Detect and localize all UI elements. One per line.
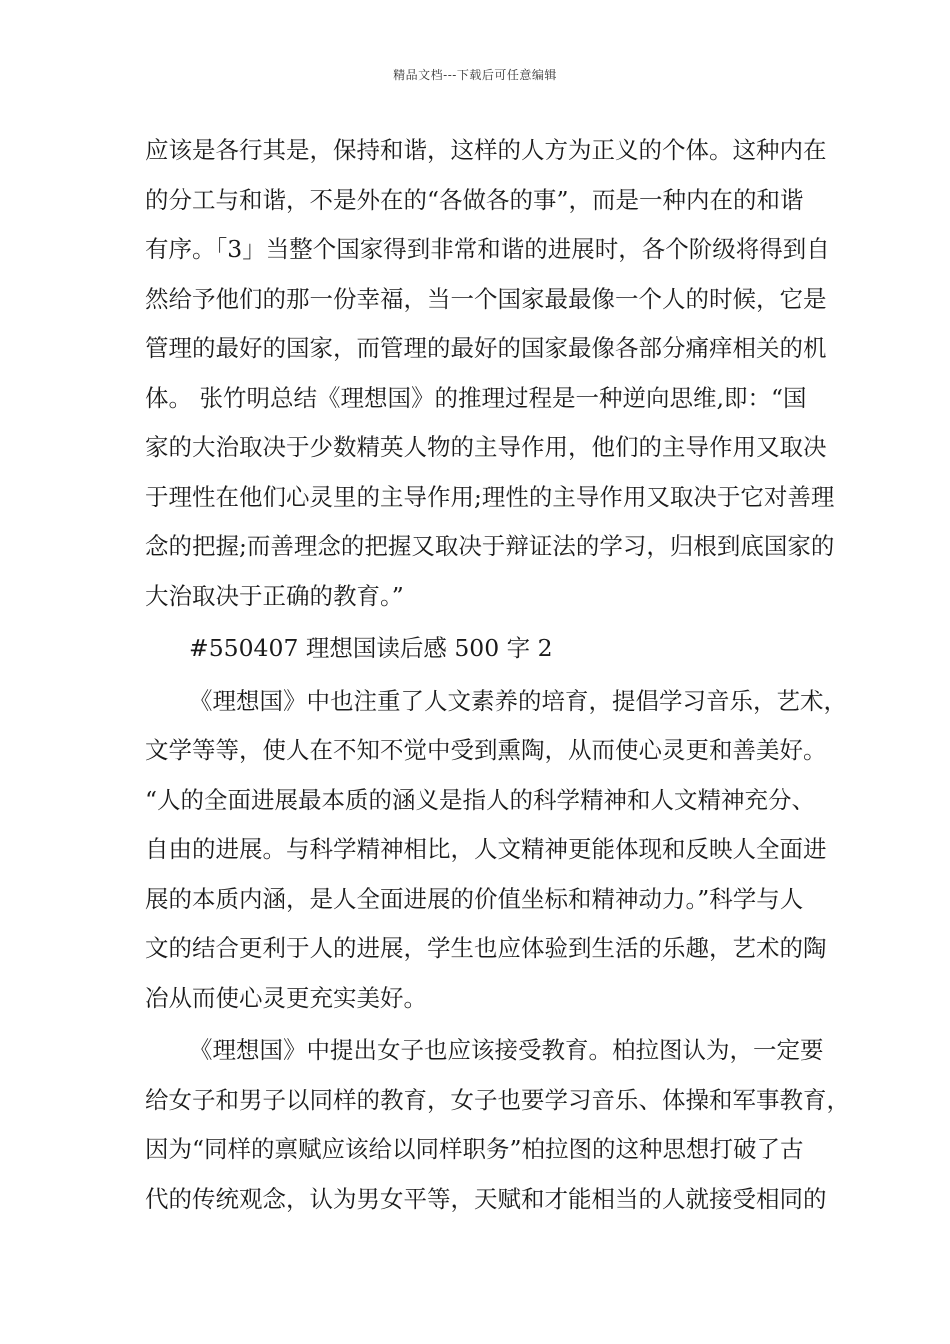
text-line: 然给予他们的那一份幸福，当一个国家最最像一个人的时候，它是 xyxy=(145,284,827,313)
text-line: 有序。「3」当整个国家得到非常和谐的进展时，各个阶级将得到自 xyxy=(145,235,830,263)
text-line: 的分工与和谐，不是外在的“各做各的事”，而是一种内在的和谐 xyxy=(145,185,804,214)
text-line: 文的结合更利于人的进展，学生也应体验到生活的乐趣，艺术的陶 xyxy=(145,934,827,962)
text-line: 应该是各行其是，保持和谐，这样的人方为正义的个体。这种内在 xyxy=(145,136,827,164)
text-line: 因为“同样的禀赋应该给以同样职务”柏拉图的这种思想打破了古 xyxy=(145,1135,804,1163)
heading-line: #550407 理想国读后感 500 字 2 xyxy=(189,634,553,662)
text-line: 代的传统观念，认为男女平等，天赋和才能相当的人就接受相同的 xyxy=(145,1184,827,1213)
paragraph xyxy=(145,1026,850,1224)
text-line: 展的本质内涵，是人全面进展的价值坐标和精神动力。”科学与人 xyxy=(145,884,804,913)
text-line: 文学等等，使人在不知不觉中受到熏陶，从而使心灵更和善美好。 xyxy=(145,736,827,764)
text-line: 家的大治取决于少数精英人物的主导作用，他们的主导作用又取决 xyxy=(145,433,827,461)
text-line: 念的把握;而善理念的把握又取决于辩证法的学习，归根到底国家的 xyxy=(145,532,835,560)
paragraph xyxy=(145,677,847,1024)
text-line: 《理想国》中也注重了人文素养的培育，提倡学习音乐，艺术， xyxy=(189,686,847,715)
text-line: 管理的最好的国家，而管理的最好的国家最像各部分痛痒相关的机 xyxy=(145,334,827,362)
text-line: 冶从而使心灵更充实美好。 xyxy=(145,983,427,1012)
paragraph xyxy=(145,126,835,621)
text-line: 于理性在他们心灵里的主导作用;理性的主导作用又取决于它对善理 xyxy=(145,482,835,511)
page-header: 精品文档---下载后可任意编辑 xyxy=(393,68,557,82)
section-heading xyxy=(145,624,810,674)
text-line: 大治取决于正确的教育。” xyxy=(145,581,404,610)
text-line: 给女子和男子以同样的教育，女子也要学习音乐、体操和军事教育， xyxy=(145,1085,850,1114)
text-line: 自由的进展。与科学精神相比，人文精神更能体现和反映人全面进 xyxy=(145,835,827,863)
text-line: 体。 张竹明总结《理想国》的推理过程是一种逆向思维,即：“国 xyxy=(145,383,807,412)
text-line: 《理想国》中提出女子也应该接受教育。柏拉图认为，一定要 xyxy=(189,1036,824,1064)
text-line: “人的全面进展最本质的涵义是指人的科学精神和人文精神充分、 xyxy=(145,785,816,814)
document-body xyxy=(145,126,850,1224)
